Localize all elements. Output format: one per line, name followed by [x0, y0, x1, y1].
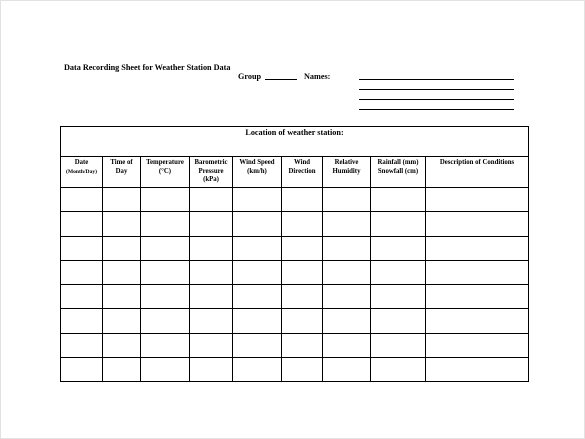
table-cell: [103, 188, 141, 212]
table-cell: [233, 260, 282, 284]
table-cell: [103, 236, 141, 260]
names-label: Names:: [304, 72, 331, 81]
table-cell: [103, 309, 141, 333]
table-cell: [371, 212, 426, 236]
column-header: [61, 157, 103, 188]
table-cell: [426, 285, 529, 309]
table-cell: [190, 236, 233, 260]
table-cell: [103, 212, 141, 236]
table-cell: [190, 212, 233, 236]
table-cell: [371, 236, 426, 260]
column-header-text: Wind: [293, 159, 311, 166]
table-cell: [233, 285, 282, 309]
document-title: Data Recording Sheet for Weather Station Data: [64, 63, 231, 72]
column-header-text: Snowfall (cm): [377, 167, 419, 175]
table-cell: [282, 357, 323, 381]
column-header-text: Temperature: [146, 159, 184, 166]
table-cell: [323, 236, 371, 260]
table-cell: [233, 236, 282, 260]
table-cell: [141, 212, 190, 236]
column-header: [282, 157, 323, 188]
table-cell: [371, 188, 426, 212]
table-cell: [190, 333, 233, 357]
table-cell: [323, 188, 371, 212]
table-cell: [426, 188, 529, 212]
column-header-text: Time of: [110, 159, 133, 166]
table-cell: [282, 333, 323, 357]
column-header: [190, 157, 233, 188]
column-header-text: (Month/Day): [65, 168, 98, 175]
table-cell: [103, 260, 141, 284]
column-header: [323, 157, 371, 188]
table-cell: [141, 236, 190, 260]
table-cell: [141, 333, 190, 357]
name-line: [359, 99, 514, 100]
group-label: Group: [238, 72, 262, 81]
table-cell: [141, 285, 190, 309]
column-header-text: Wind Speed: [239, 159, 275, 166]
table-cell: [61, 212, 103, 236]
table-cell: [233, 309, 282, 333]
column-header: [233, 157, 282, 188]
table-cell: [323, 212, 371, 236]
column-header-row: [61, 157, 529, 188]
table-cell: [426, 212, 529, 236]
table-cell: [141, 188, 190, 212]
table-cell: [190, 309, 233, 333]
column-header-text: Pressure: [198, 167, 224, 175]
table-cell: [233, 333, 282, 357]
column-header-text: Barometric: [194, 159, 228, 166]
table-body: [61, 188, 529, 382]
table-cell: [190, 260, 233, 284]
table-cell: [323, 333, 371, 357]
column-header-text: Relative: [334, 159, 359, 166]
table-cell: [426, 333, 529, 357]
table-cell: [61, 285, 103, 309]
weather-data-table: [60, 126, 529, 382]
table-cell: [190, 285, 233, 309]
table-cell: [323, 309, 371, 333]
table-row: [61, 212, 529, 236]
table-cell: [282, 188, 323, 212]
table-cell: [141, 357, 190, 381]
table-cell: [103, 285, 141, 309]
name-line: [359, 109, 514, 110]
table-cell: [426, 309, 529, 333]
table-cell: [61, 309, 103, 333]
table-cell: [371, 357, 426, 381]
table-cell: [426, 357, 529, 381]
table-cell: [282, 236, 323, 260]
location-header: Location of weather station:: [61, 127, 529, 157]
table-cell: [282, 309, 323, 333]
table-cell: [371, 309, 426, 333]
table-cell: [61, 357, 103, 381]
column-header: [426, 157, 529, 188]
column-header-text: Day: [115, 167, 128, 175]
table-cell: [426, 236, 529, 260]
table-cell: [61, 333, 103, 357]
table-row: [61, 260, 529, 284]
table-row: [61, 188, 529, 212]
table-cell: [371, 260, 426, 284]
table-cell: [141, 260, 190, 284]
column-header-text: Direction: [288, 167, 316, 175]
table-cell: [190, 188, 233, 212]
table-row: [61, 333, 529, 357]
column-header: [371, 157, 426, 188]
column-header-text: (°C): [158, 167, 172, 175]
column-header-text: (kPa): [203, 176, 219, 183]
table-cell: [233, 357, 282, 381]
table-cell: [190, 357, 233, 381]
column-header-text: Description of Conditions: [439, 159, 515, 166]
table-cell: [282, 260, 323, 284]
name-line: [359, 89, 514, 90]
table-cell: [103, 333, 141, 357]
column-header-text: Rainfall (mm): [377, 159, 419, 166]
column-header: [141, 157, 190, 188]
table-cell: [141, 309, 190, 333]
table-cell: [61, 236, 103, 260]
table-row: [61, 236, 529, 260]
table-cell: [61, 260, 103, 284]
column-header-text: (km/h): [247, 167, 267, 175]
table-cell: [323, 285, 371, 309]
table-cell: [282, 285, 323, 309]
table-cell: [103, 357, 141, 381]
column-header-text: Humidity: [332, 167, 361, 175]
table-cell: [371, 285, 426, 309]
table-cell: [323, 260, 371, 284]
table-cell: [233, 188, 282, 212]
table-cell: [371, 333, 426, 357]
table-cell: [233, 212, 282, 236]
column-header-text: Date: [74, 159, 89, 166]
table-row: [61, 285, 529, 309]
column-header: [103, 157, 141, 188]
table-cell: [426, 260, 529, 284]
group-blank-line: [265, 79, 297, 80]
name-line: [359, 79, 514, 80]
table-row: [61, 357, 529, 381]
table-cell: [282, 212, 323, 236]
table-cell: [61, 188, 103, 212]
table-row: [61, 309, 529, 333]
table-cell: [323, 357, 371, 381]
